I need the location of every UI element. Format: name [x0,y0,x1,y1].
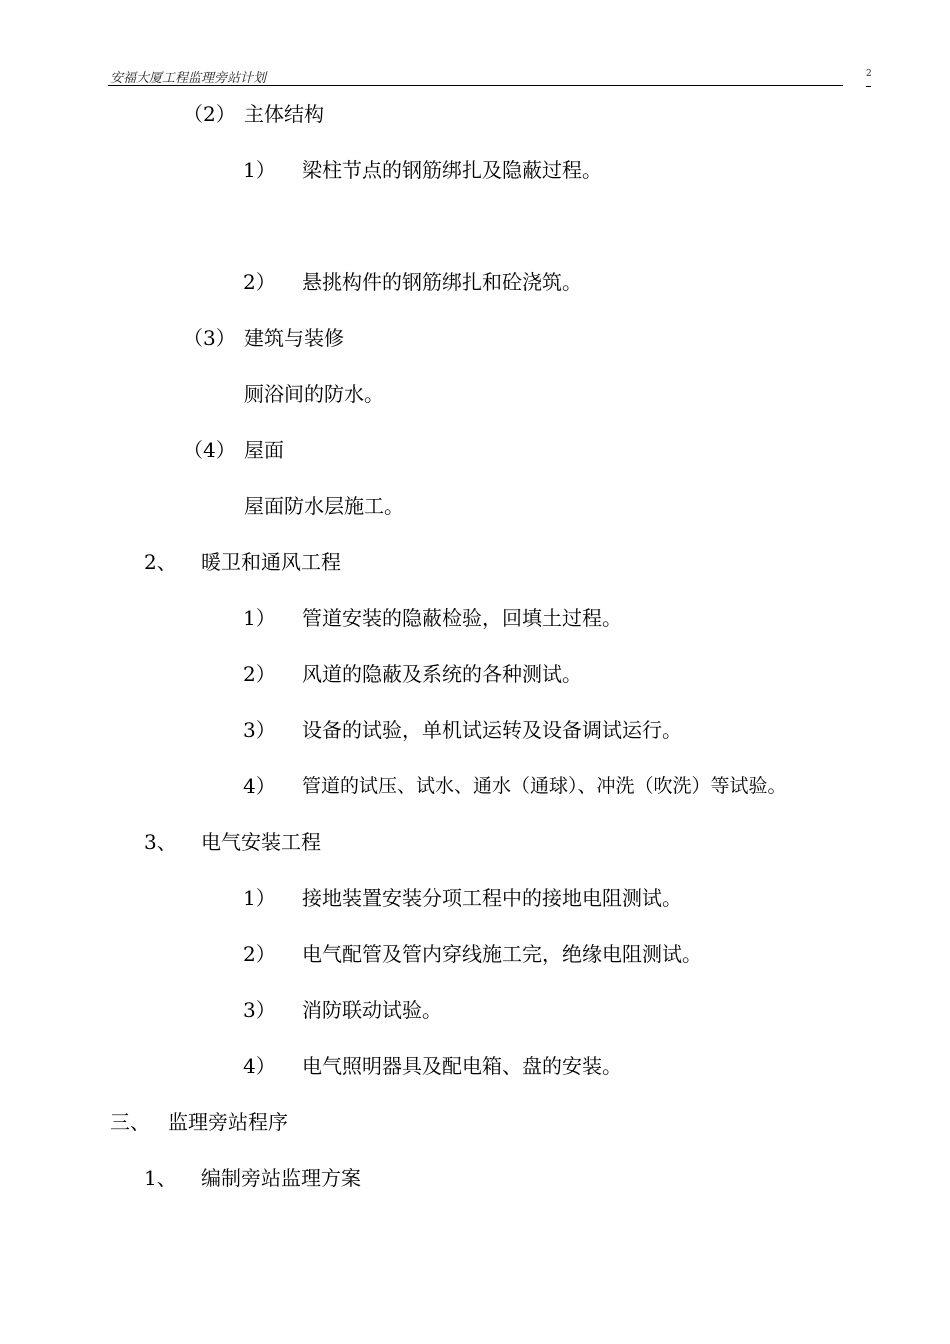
header-divider [108,85,843,86]
document-title: 安福大厦工程监理旁站计划 [110,71,267,86]
page-number-underline [866,86,871,87]
page-number: 2 [866,69,872,79]
